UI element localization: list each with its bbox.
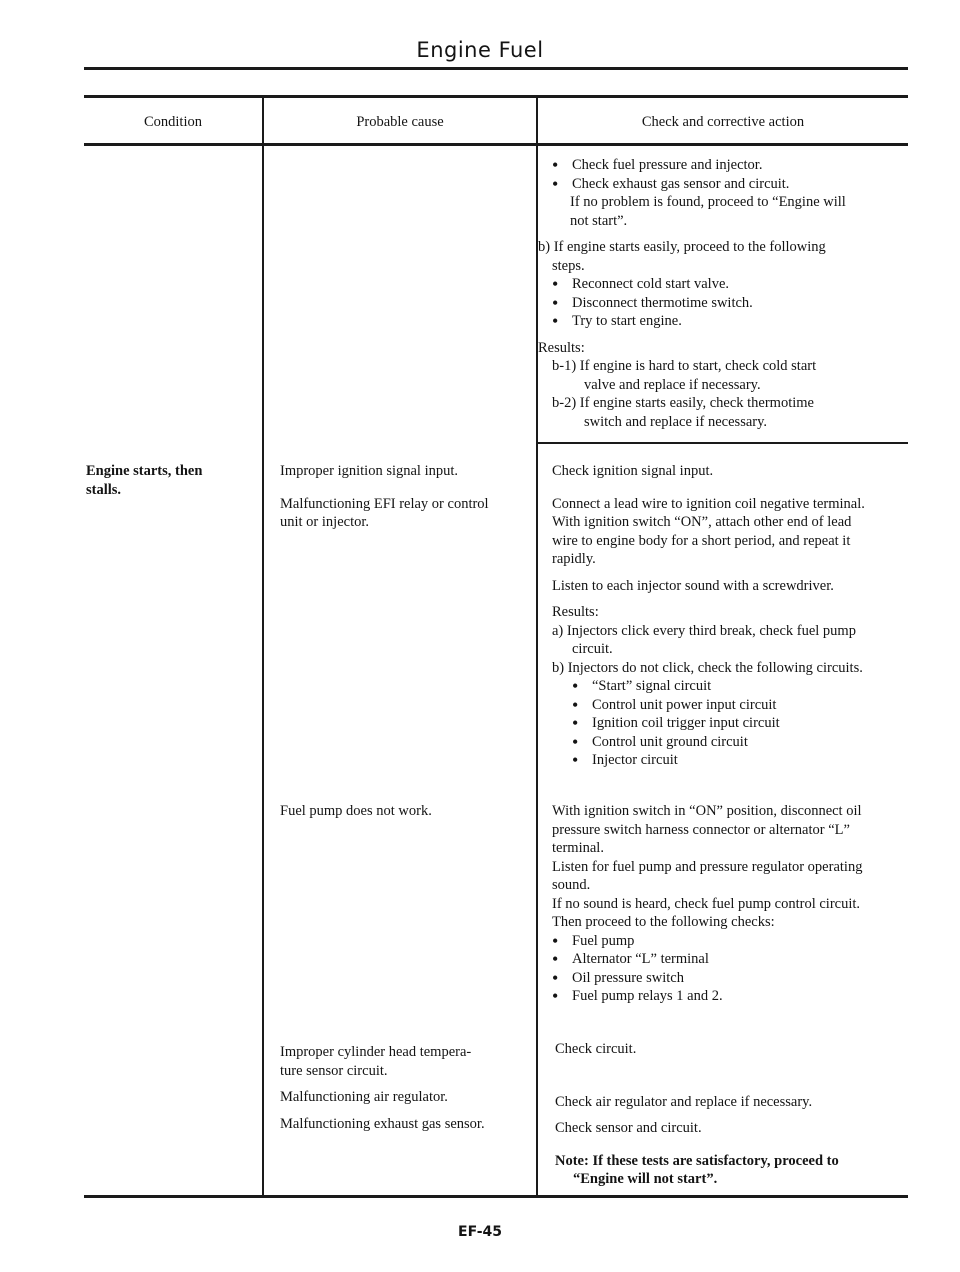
- text-line: Then proceed to the following checks:: [552, 914, 775, 930]
- text-line: Listen for fuel pump and pressure regulator operating: [552, 858, 863, 875]
- text-line: With ignition switch in “ON” position, disconnect oil: [552, 803, 862, 819]
- list-item: • Disconnect thermotime switch.: [552, 294, 902, 313]
- text-line: With ignition switch “ON”, attach other end of lead: [552, 514, 852, 530]
- text-line: b) Injectors do not click, check the following circuits.: [552, 659, 863, 676]
- block2-causes: [280, 462, 530, 532]
- table-top-rule: [84, 95, 908, 98]
- text-line: steps.: [552, 257, 585, 274]
- list-item: • Injector circuit: [572, 751, 907, 770]
- text-line: Check sensor and circuit.: [555, 1120, 702, 1136]
- list-item: • Fuel pump: [552, 932, 907, 951]
- text-line: Check air regulator and replace if necessary.: [555, 1093, 813, 1110]
- text-line: pressure switch harness connector or alternator “L”: [552, 821, 850, 838]
- cause-line: Malfunctioning air regulator.: [280, 1089, 448, 1105]
- condition-line: Engine starts, then: [86, 463, 203, 479]
- list-item: • Alternator “L” terminal: [552, 950, 907, 969]
- note-line: Note: If these tests are satisfactory, proceed to: [555, 1152, 839, 1169]
- cause-line: Fuel pump does not work.: [280, 803, 432, 819]
- list-item: • Reconnect cold start valve.: [552, 275, 902, 294]
- table-header-rule: [84, 143, 908, 146]
- text-line: sound.: [552, 877, 591, 893]
- page-title: Engine Fuel: [416, 38, 544, 62]
- text-line: a) Injectors click every third break, check fuel pump: [552, 622, 856, 639]
- list-item: • Try to start engine.: [552, 312, 902, 331]
- text-line: b-1) If engine is hard to start, check cold start: [552, 358, 817, 374]
- block4-action: [555, 1040, 907, 1189]
- cause-line: Improper ignition signal input.: [280, 463, 459, 479]
- block3-cause: [280, 802, 530, 821]
- column-divider-2: [536, 95, 538, 1197]
- list-item: • Fuel pump relays 1 and 2.: [552, 987, 907, 1006]
- list-item: • Control unit ground circuit: [572, 733, 907, 752]
- text-line: b) If engine starts easily, proceed to the following: [538, 239, 826, 255]
- block2-action: [552, 462, 907, 770]
- block4-causes: [280, 1043, 530, 1133]
- list-item: • Control unit power input circuit: [572, 696, 907, 715]
- row-divider: [536, 442, 908, 444]
- column-divider-1: [262, 95, 264, 1197]
- text-line: switch and replace if necessary.: [584, 413, 768, 430]
- table-bottom-rule: [84, 1195, 908, 1198]
- note-line: “Engine will not start”.: [573, 1171, 718, 1187]
- condition-engine-starts-stalls: [86, 462, 256, 499]
- cause-line: unit or injector.: [280, 514, 369, 530]
- list-item: • Ignition coil trigger input circuit: [572, 714, 907, 733]
- text-line: Results:: [552, 604, 599, 620]
- list-item: • “Start” signal circuit: [572, 677, 907, 696]
- list-item: • Check exhaust gas sensor and circuit.: [552, 175, 902, 194]
- header-condition: Condition: [143, 114, 202, 130]
- list-item: • Check fuel pressure and injector.: [552, 156, 902, 175]
- text-line: b-2) If engine starts easily, check thermotime: [552, 395, 814, 411]
- text-line: Listen to each injector sound with a screwdriver.: [552, 577, 834, 594]
- text-line: Check ignition signal input.: [552, 463, 714, 479]
- block3-action: [552, 802, 907, 1006]
- text-line: Results:: [538, 339, 585, 356]
- text-line: If no sound is heard, check fuel pump control circuit.: [552, 895, 861, 912]
- cause-line: Malfunctioning exhaust gas sensor.: [280, 1115, 485, 1132]
- text-line: circuit.: [572, 641, 613, 657]
- list-item: • Oil pressure switch: [552, 969, 907, 988]
- page-number: EF-45: [458, 1224, 502, 1240]
- cause-line: Improper cylinder head tempera-: [280, 1044, 472, 1060]
- text-line: terminal.: [552, 840, 604, 856]
- block1-action: [538, 156, 902, 431]
- text-line: not start”.: [570, 212, 628, 229]
- header-rule: [84, 67, 908, 70]
- text-line: Connect a lead wire to ignition coil negative terminal.: [552, 495, 865, 512]
- text-line: valve and replace if necessary.: [584, 376, 761, 393]
- text-line: rapidly.: [552, 551, 596, 567]
- text-line: Check circuit.: [555, 1041, 637, 1057]
- cause-line: ture sensor circuit.: [280, 1062, 388, 1079]
- text-line: wire to engine body for a short period, and repeat it: [552, 532, 851, 549]
- text-line: If no problem is found, proceed to “Engine will: [570, 194, 846, 210]
- cause-line: Malfunctioning EFI relay or control: [280, 495, 489, 512]
- header-probable-cause: Probable cause: [356, 114, 444, 130]
- condition-line: stalls.: [86, 481, 122, 498]
- header-corrective-action: Check and corrective action: [641, 114, 805, 130]
